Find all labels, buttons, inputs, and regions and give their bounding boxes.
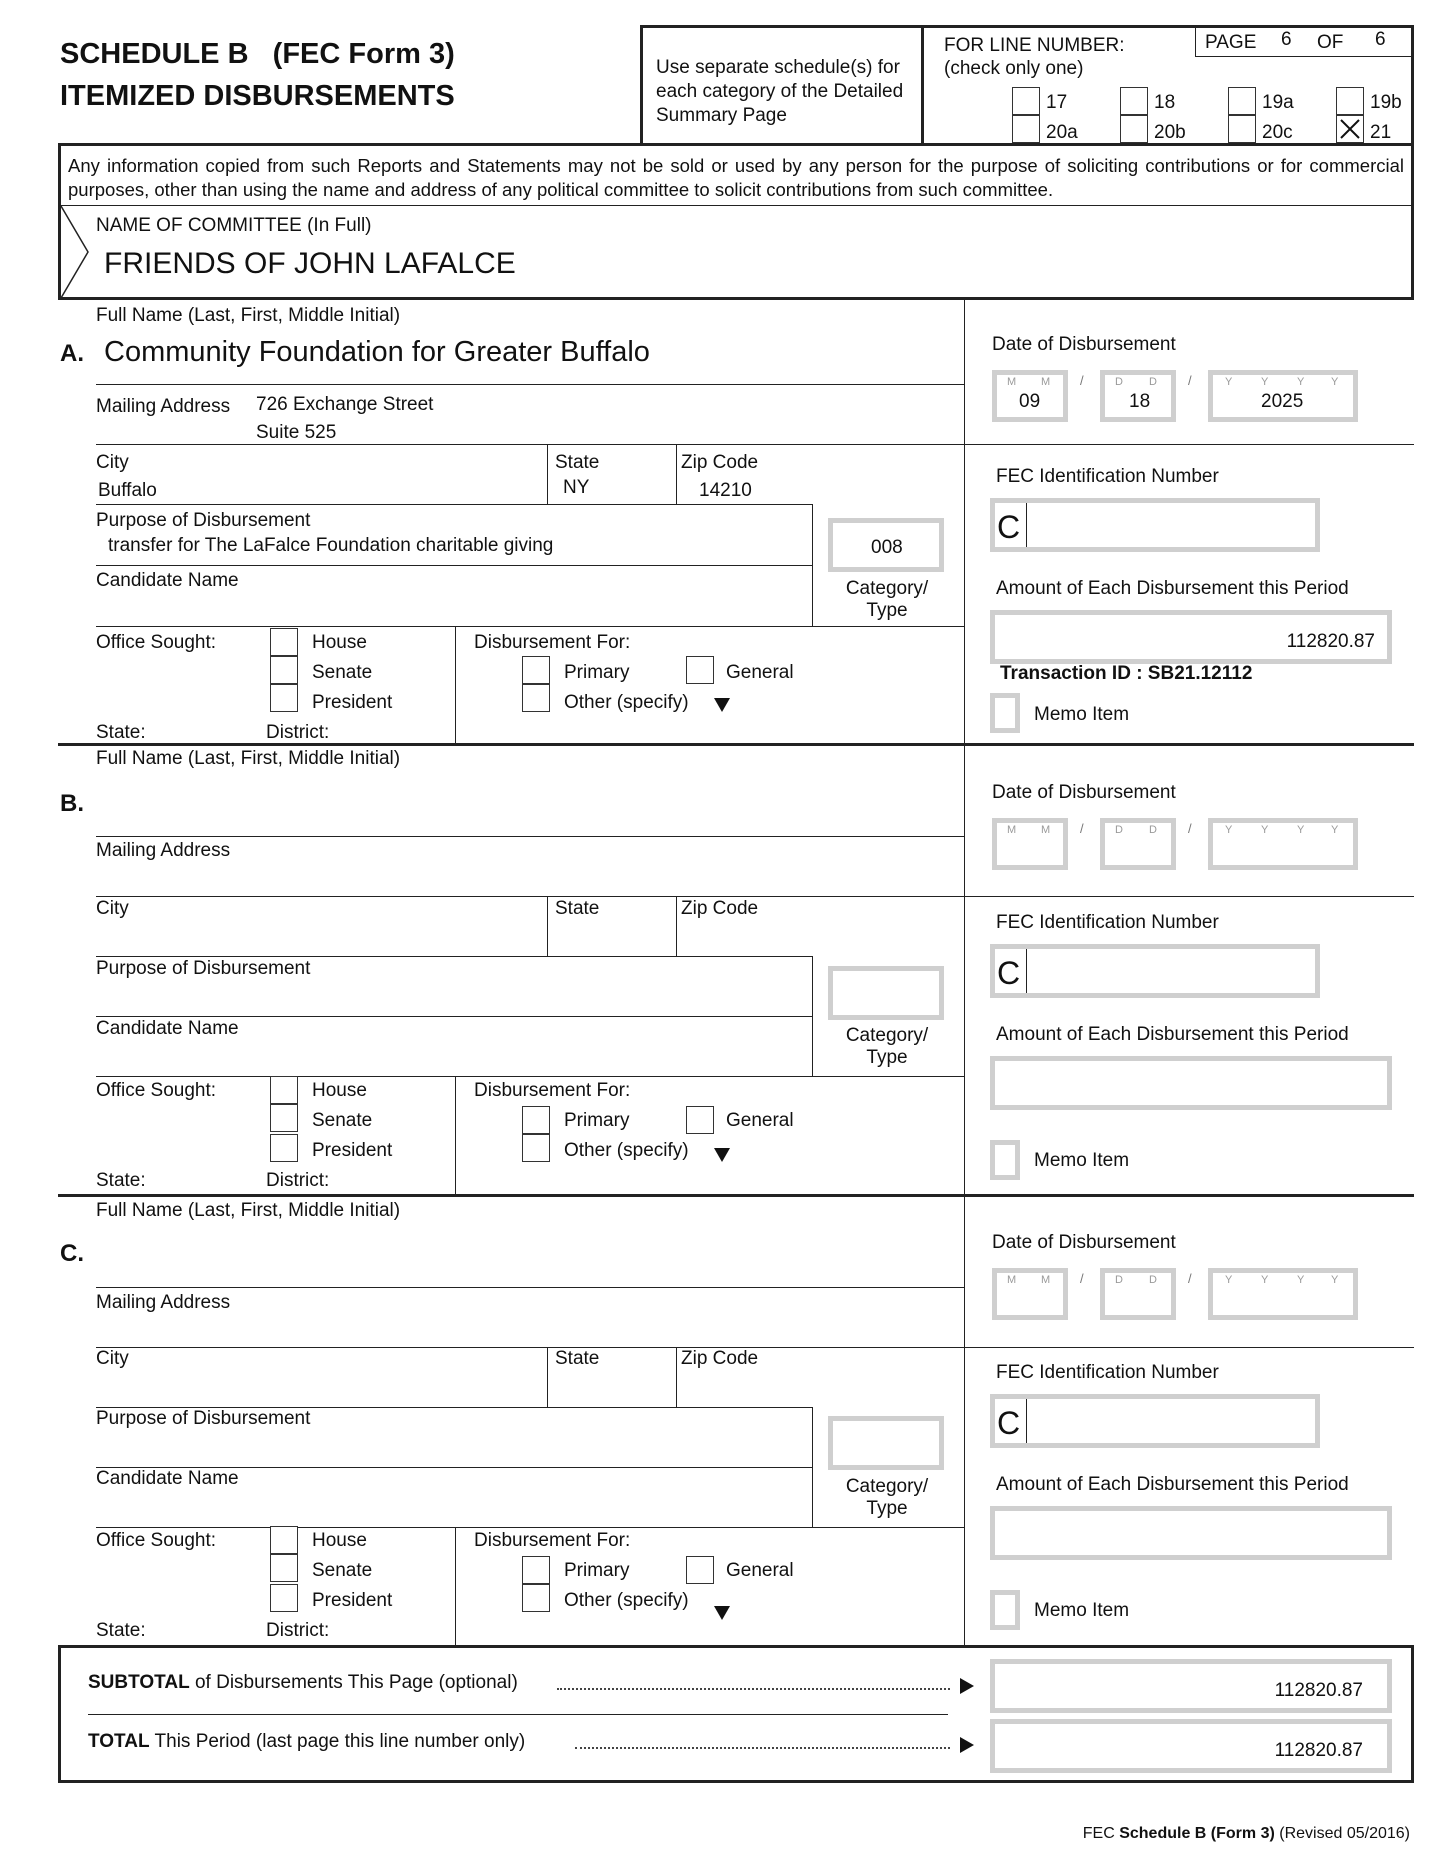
- b-amount-label: Amount of Each Disbursement this Period: [996, 1024, 1349, 1045]
- c-mailing-address-label: Mailing Address: [96, 1292, 231, 1313]
- c-yy-ph2: Y: [1261, 1274, 1269, 1286]
- check-only-one: (check only one): [944, 58, 1084, 79]
- a-mm-ph1: M: [1007, 376, 1017, 388]
- a-dd-ph2: D: [1149, 376, 1157, 388]
- form-title-line1: SCHEDULE B (FEC Form 3): [60, 38, 455, 70]
- a-city: Buffalo: [98, 480, 157, 501]
- c-full-name-label: Full Name (Last, First, Middle Initial): [96, 1200, 401, 1221]
- line-18-label: 18: [1154, 92, 1176, 113]
- a-address-line1: 726 Exchange Street: [256, 394, 434, 415]
- c-dd-ph1: D: [1115, 1274, 1123, 1286]
- c-zip-label: Zip Code: [681, 1348, 759, 1369]
- c-yy-ph4: Y: [1331, 1274, 1339, 1286]
- c-yy-ph1: Y: [1225, 1274, 1233, 1286]
- line-number-label: FOR LINE NUMBER:: [944, 35, 1125, 56]
- footer-prefix: FEC: [1082, 1825, 1115, 1842]
- c-fec-id-label: FEC Identification Number: [996, 1362, 1219, 1383]
- committee-label: NAME OF COMMITTEE (In Full): [96, 215, 372, 236]
- b-house-label: House: [312, 1080, 367, 1101]
- a-purpose-label: Purpose of Disbursement: [96, 510, 311, 531]
- b-dd-ph2: D: [1149, 824, 1157, 836]
- a-purpose: transfer for The LaFalce Foundation charitable giving: [108, 535, 554, 556]
- b-state-label: State: [555, 898, 600, 919]
- b-president-checkbox[interactable]: [270, 1134, 298, 1162]
- a-primary-label: Primary: [564, 662, 630, 683]
- a-other-label: Other (specify): [564, 692, 689, 713]
- a-memo-label: Memo Item: [1034, 704, 1130, 725]
- b-mailing-address-label: Mailing Address: [96, 840, 231, 861]
- committee-chevron-icon: [60, 206, 90, 298]
- a-house-checkbox[interactable]: [270, 628, 298, 656]
- c-president-label: President: [312, 1590, 393, 1611]
- c-amount-label: Amount of Each Disbursement this Period: [996, 1474, 1349, 1495]
- a-date-year[interactable]: [1208, 370, 1358, 422]
- x-mark-icon: [1337, 116, 1363, 142]
- c-state-label: State: [555, 1348, 600, 1369]
- b-date-day[interactable]: [1100, 818, 1176, 870]
- b-other-label: Other (specify): [564, 1140, 689, 1161]
- b-date-label: Date of Disbursement: [992, 782, 1176, 803]
- b-yy-ph2: Y: [1261, 824, 1269, 836]
- c-dd-ph2: D: [1149, 1274, 1157, 1286]
- b-primary-label: Primary: [564, 1110, 630, 1131]
- a-president-label: President: [312, 692, 393, 713]
- c-city-label: City: [96, 1348, 129, 1369]
- c-house-label: House: [312, 1530, 367, 1551]
- b-city-label: City: [96, 898, 129, 919]
- a-full-name-label: Full Name (Last, First, Middle Initial): [96, 305, 401, 326]
- subtotal-text: of Disbursements This Page (optional): [194, 1672, 518, 1693]
- total-box[interactable]: [990, 1719, 1392, 1773]
- a-candidate-label: Candidate Name: [96, 570, 239, 591]
- c-other-arrow-icon: [714, 1606, 730, 1620]
- line-17-label: 17: [1046, 92, 1068, 113]
- b-zip-label: Zip Code: [681, 898, 759, 919]
- b-disb-for-label: Disbursement For:: [474, 1080, 631, 1101]
- a-date-year-value: 2025: [1261, 391, 1304, 412]
- b-mm-ph2: M: [1041, 824, 1051, 836]
- a-city-label: City: [96, 452, 129, 473]
- a-general-label: General: [726, 662, 794, 683]
- a-senate-checkbox[interactable]: [270, 656, 298, 684]
- a-senate-label: Senate: [312, 662, 373, 683]
- a-yy-ph2: Y: [1261, 376, 1269, 388]
- c-office-sought-label: Office Sought:: [96, 1530, 217, 1551]
- b-candidate-label: Candidate Name: [96, 1018, 239, 1039]
- c-primary-checkbox[interactable]: [522, 1556, 550, 1584]
- b-general-label: General: [726, 1110, 794, 1131]
- c-district-label: District:: [266, 1620, 330, 1641]
- line-20b-label: 20b: [1154, 122, 1186, 143]
- c-disb-for-label: Disbursement For:: [474, 1530, 631, 1551]
- a-general-checkbox[interactable]: [686, 656, 714, 684]
- c-other-checkbox[interactable]: [522, 1584, 550, 1612]
- a-mailing-address-label: Mailing Address: [96, 396, 231, 417]
- a-date-month-value: 09: [1019, 391, 1041, 412]
- a-disb-for-label: Disbursement For:: [474, 632, 631, 653]
- line-21-label: 21: [1370, 122, 1392, 143]
- b-district-label: District:: [266, 1170, 330, 1191]
- c-fec-c-prefix: C: [997, 1405, 1021, 1441]
- c-mm-ph2: M: [1041, 1274, 1051, 1286]
- c-primary-label: Primary: [564, 1560, 630, 1581]
- line-19b-checkbox[interactable]: [1336, 87, 1364, 115]
- form-title-line2: ITEMIZED DISBURSEMENTS: [60, 80, 455, 112]
- a-full-name: Community Foundation for Greater Buffalo: [104, 336, 650, 368]
- a-state-label: State: [555, 452, 600, 473]
- c-mm-ph1: M: [1007, 1274, 1017, 1286]
- a-transaction-id: Transaction ID : SB21.12112: [1000, 663, 1253, 684]
- a-yy-ph1: Y: [1225, 376, 1233, 388]
- b-state-colon-label: State:: [96, 1170, 146, 1191]
- a-president-checkbox[interactable]: [270, 684, 298, 712]
- a-category-value: 008: [871, 537, 903, 558]
- b-general-checkbox[interactable]: [686, 1106, 714, 1134]
- a-section-letter: A.: [60, 340, 84, 367]
- a-office-sought-label: Office Sought:: [96, 632, 217, 653]
- a-district-label: District:: [266, 722, 330, 743]
- c-memo-label: Memo Item: [1034, 1600, 1130, 1621]
- line-20c-label: 20c: [1262, 122, 1293, 143]
- a-primary-checkbox[interactable]: [522, 656, 550, 684]
- b-yy-ph4: Y: [1331, 824, 1339, 836]
- b-senate-checkbox[interactable]: [270, 1104, 298, 1132]
- separate-schedule-note: Use separate schedule(s) for each category of the Detailed Summary Page: [656, 57, 904, 126]
- a-other-checkbox[interactable]: [522, 684, 550, 712]
- c-other-label: Other (specify): [564, 1590, 689, 1611]
- a-amount-box[interactable]: [990, 610, 1392, 664]
- footer-form-id: [1083, 1825, 1410, 1843]
- b-section-letter: B.: [60, 790, 84, 817]
- a-date-day-value: 18: [1129, 391, 1151, 412]
- subtotal-value: 112820.87: [1274, 1680, 1363, 1701]
- b-purpose-label: Purpose of Disbursement: [96, 958, 311, 979]
- c-general-checkbox[interactable]: [686, 1556, 714, 1584]
- c-yy-ph3: Y: [1297, 1274, 1305, 1286]
- a-state-colon-label: State:: [96, 722, 146, 743]
- a-mm-ph2: M: [1041, 376, 1051, 388]
- page-total: 6: [1375, 29, 1386, 50]
- b-memo-label: Memo Item: [1034, 1150, 1130, 1171]
- line-19a-checkbox[interactable]: [1228, 87, 1256, 115]
- a-zip-label: Zip Code: [681, 452, 759, 473]
- c-senate-checkbox[interactable]: [270, 1554, 298, 1582]
- a-fec-id-label: FEC Identification Number: [996, 466, 1219, 487]
- line-20a-checkbox[interactable]: [1012, 115, 1040, 143]
- total-label: [88, 1731, 525, 1753]
- c-senate-label: Senate: [312, 1560, 373, 1581]
- c-category-label: Category/ Type: [845, 1476, 929, 1519]
- b-senate-label: Senate: [312, 1110, 373, 1131]
- b-other-arrow-icon: [714, 1148, 730, 1162]
- b-office-sought-label: Office Sought:: [96, 1080, 217, 1101]
- subtotal-arrow-icon: [960, 1678, 974, 1694]
- line-19a-label: 19a: [1262, 92, 1294, 113]
- b-dd-ph1: D: [1115, 824, 1123, 836]
- total-text: This Period (last page this line number only): [154, 1731, 526, 1752]
- subtotal-bold: SUBTOTAL: [88, 1672, 190, 1693]
- b-mm-ph1: M: [1007, 824, 1017, 836]
- c-date-day[interactable]: [1100, 1268, 1176, 1320]
- b-fec-id-box[interactable]: [990, 944, 1320, 998]
- a-fec-id-box[interactable]: [990, 498, 1320, 552]
- c-state-colon-label: State:: [96, 1620, 146, 1641]
- c-president-checkbox[interactable]: [270, 1584, 298, 1612]
- c-memo-checkbox[interactable]: [990, 1590, 1020, 1630]
- footer-form: (Form 3): [1210, 1825, 1275, 1842]
- c-date-label: Date of Disbursement: [992, 1232, 1176, 1253]
- b-yy-ph1: Y: [1225, 824, 1233, 836]
- line-19b-label: 19b: [1370, 92, 1402, 113]
- c-section-letter: C.: [60, 1240, 84, 1267]
- b-other-checkbox[interactable]: [522, 1134, 550, 1162]
- of-label: OF: [1317, 32, 1344, 53]
- a-house-label: House: [312, 632, 367, 653]
- line-17-checkbox[interactable]: [1012, 87, 1040, 115]
- c-purpose-label: Purpose of Disbursement: [96, 1408, 311, 1429]
- b-date-month[interactable]: [992, 818, 1068, 870]
- a-state: NY: [563, 477, 590, 498]
- a-yy-ph4: Y: [1331, 376, 1339, 388]
- b-yy-ph3: Y: [1297, 824, 1305, 836]
- b-amount-box[interactable]: [990, 1056, 1392, 1110]
- a-memo-checkbox[interactable]: [990, 693, 1020, 733]
- a-amount-value: 112820.87: [1286, 631, 1375, 652]
- c-date-year[interactable]: [1208, 1268, 1358, 1320]
- total-bold: TOTAL: [88, 1731, 150, 1752]
- b-primary-checkbox[interactable]: [522, 1106, 550, 1134]
- b-memo-checkbox[interactable]: [990, 1140, 1020, 1180]
- line-20b-checkbox[interactable]: [1120, 115, 1148, 143]
- b-category-box[interactable]: [828, 966, 944, 1020]
- a-date-month[interactable]: [992, 370, 1068, 422]
- a-other-arrow-icon: [714, 698, 730, 712]
- line-18-checkbox[interactable]: [1120, 87, 1148, 115]
- total-arrow-icon: [960, 1737, 974, 1753]
- c-date-month[interactable]: [992, 1268, 1068, 1320]
- b-date-year[interactable]: [1208, 818, 1358, 870]
- notice-text: Any information copied from such Reports and Statements may not be sold or used by any person for the purpose of soliciting contributions or for commercial purposes, other than using the name and address of any political committee to solicit contributions from such committee.: [68, 155, 1404, 200]
- a-date-day[interactable]: [1100, 370, 1176, 422]
- b-category-label: Category/ Type: [845, 1025, 929, 1068]
- a-amount-label: Amount of Each Disbursement this Period: [996, 578, 1349, 599]
- a-category-box[interactable]: [828, 518, 944, 572]
- b-fec-id-label: FEC Identification Number: [996, 912, 1219, 933]
- a-yy-ph3: Y: [1297, 376, 1305, 388]
- a-zip: 14210: [699, 480, 752, 501]
- committee-name: FRIENDS OF JOHN LAFALCE: [104, 247, 516, 280]
- page-label: PAGE: [1205, 32, 1257, 53]
- footer-schedule: Schedule B: [1119, 1825, 1207, 1842]
- subtotal-box[interactable]: [990, 1659, 1392, 1713]
- c-fec-id-box[interactable]: [990, 1394, 1320, 1448]
- line-20a-label: 20a: [1046, 122, 1078, 143]
- b-fec-c-prefix: C: [997, 955, 1021, 991]
- a-fec-c-prefix: C: [997, 509, 1021, 545]
- a-date-label: Date of Disbursement: [992, 334, 1176, 355]
- total-value: 112820.87: [1274, 1740, 1363, 1761]
- c-candidate-label: Candidate Name: [96, 1468, 239, 1489]
- line-21-checkbox[interactable]: [1336, 115, 1364, 143]
- line-20c-checkbox[interactable]: [1228, 115, 1256, 143]
- a-dd-ph1: D: [1115, 376, 1123, 388]
- b-house-checkbox[interactable]: [270, 1076, 298, 1104]
- page-number: 6: [1281, 29, 1292, 50]
- a-address-line2: Suite 525: [256, 422, 337, 443]
- c-category-box[interactable]: [828, 1416, 944, 1470]
- b-full-name-label: Full Name (Last, First, Middle Initial): [96, 748, 401, 769]
- b-president-label: President: [312, 1140, 393, 1161]
- c-general-label: General: [726, 1560, 794, 1581]
- c-house-checkbox[interactable]: [270, 1526, 298, 1554]
- c-amount-box[interactable]: [990, 1506, 1392, 1560]
- footer-revised: (Revised 05/2016): [1279, 1825, 1410, 1842]
- subtotal-label: [88, 1672, 518, 1694]
- a-category-label: Category/ Type: [845, 578, 929, 621]
